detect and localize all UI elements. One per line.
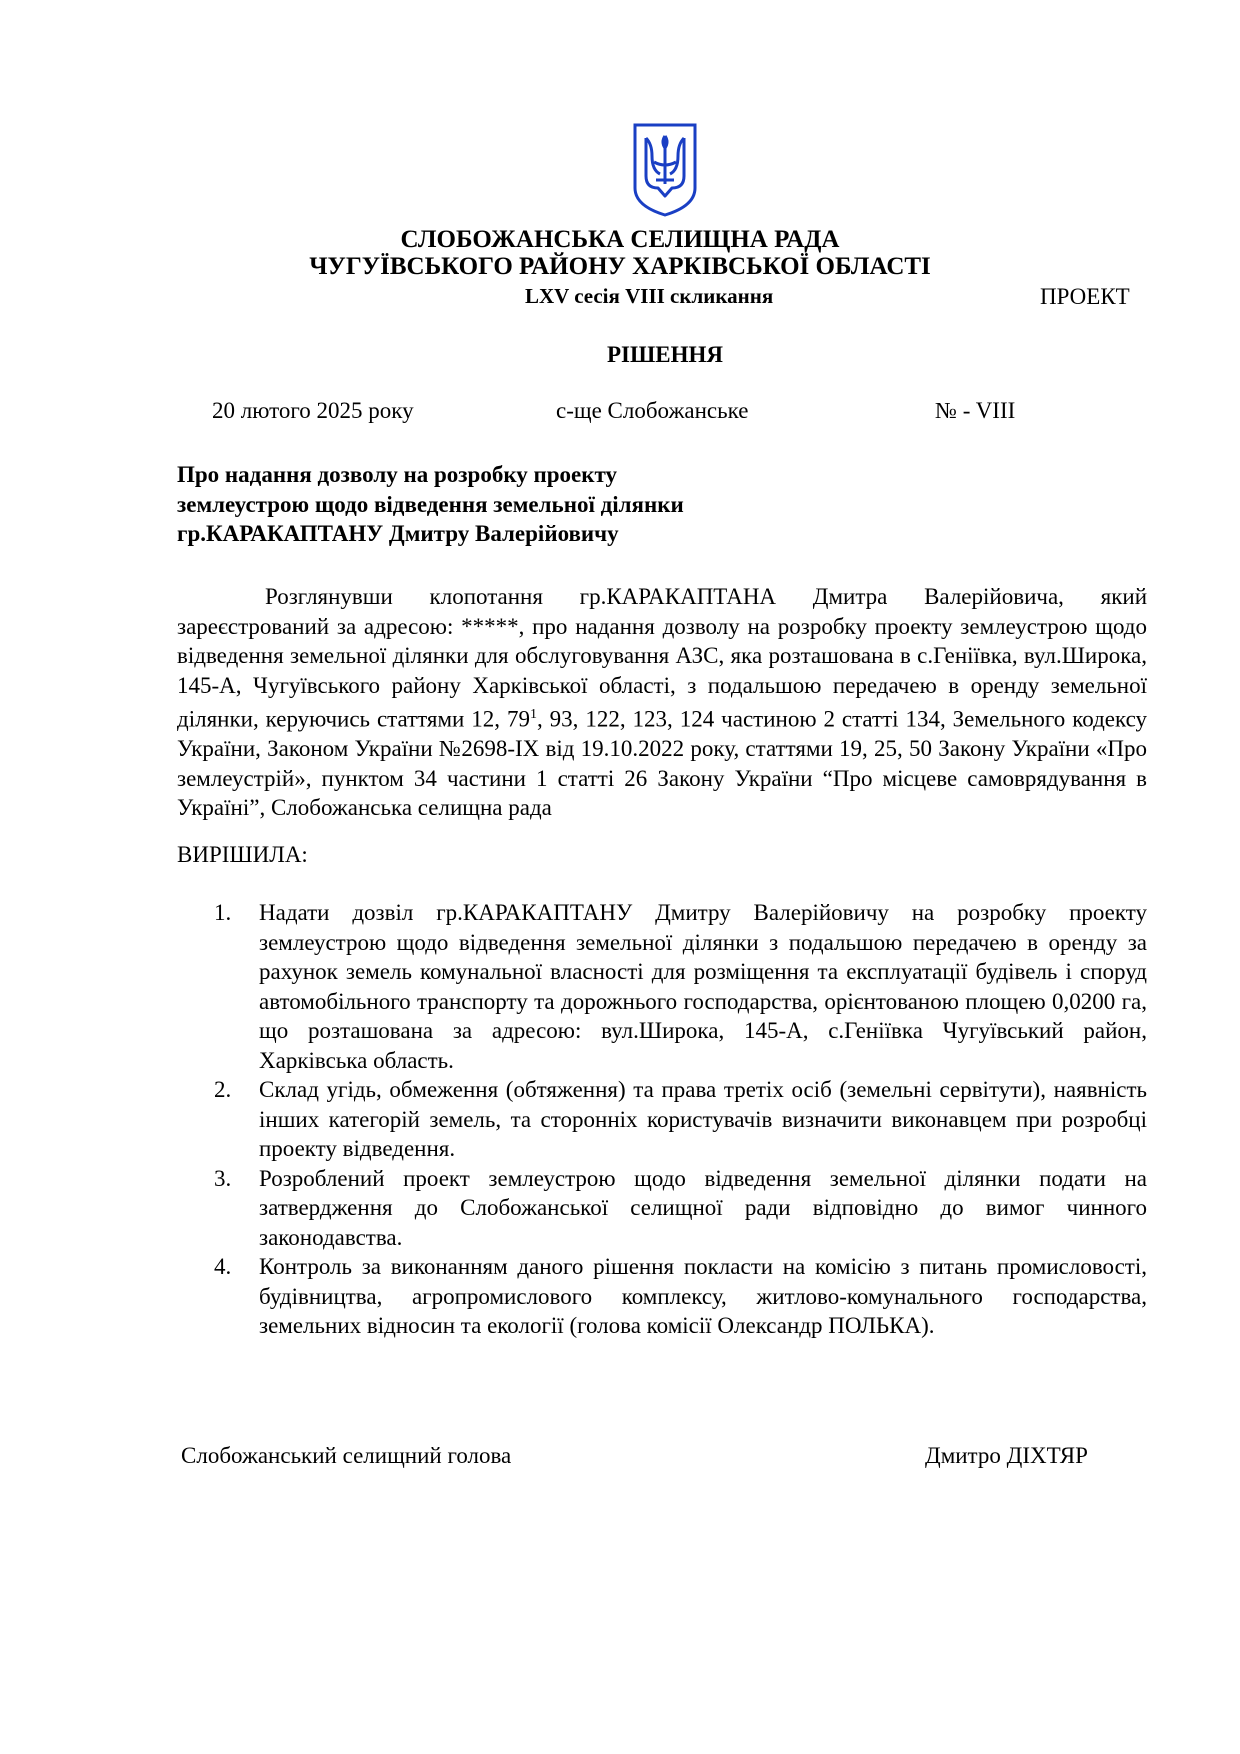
signer-name: Дмитро ДІХТЯР — [925, 1443, 1088, 1468]
signer-title: Слобожанський селищний голова — [181, 1443, 512, 1468]
item-text: Склад угідь, обмеження (обтяження) та права третіх осіб (земельні сервітути), наявність інших категорій земель, та сторонніх користувачів визначити виконавцем при розробці проекту відведення. — [259, 1077, 1147, 1161]
item-number: 4. — [214, 1254, 232, 1279]
council-district: ЧУГУЇВСЬКОГО РАЙОНУ ХАРКІВСЬКОЇ ОБЛАСТІ — [309, 253, 931, 280]
preamble-text-continued: , 93, 122, 123, 124 частиною 2 статті 134, Земельного кодексу України, Законом України №2698-IX від 19.10.2022 року, статтями 19, 25, 50 Закону України «Про землеустрій», пунктом 34 частини 1 статті 26 Закону України “Про місцеве самоврядування в Україні”, Слобожанська селищна рада — [177, 706, 1147, 821]
decision-subject — [177, 460, 684, 549]
session-info: LXV сесія VIII скликання — [525, 284, 774, 308]
coat-of-arms-of-ukraine-icon — [632, 122, 698, 218]
subject-line: Про надання дозволу на розробку проекту — [177, 462, 618, 487]
preamble-superscript: 1 — [529, 707, 537, 722]
resolution-item — [214, 1075, 1147, 1164]
item-number: 2. — [214, 1077, 232, 1102]
item-number: 3. — [214, 1165, 232, 1191]
item-text: Розроблений проект землеустрою щодо відведення земельної ділянки подати на затвердження до Слобожанської селищної ради відповідно до вимог чинного законодавства. — [259, 1165, 1147, 1250]
draft-mark: ПРОЕКТ — [1040, 284, 1130, 309]
council-name: СЛОБОЖАНСЬКА СЕЛИЩНА РАДА — [400, 226, 840, 253]
decision-date: 20 лютого 2025 року — [212, 398, 414, 423]
preamble-paragraph — [177, 582, 1147, 823]
item-text: Надати дозвіл гр.КАРАКАПТАНУ Дмитру Валерійовичу на розробку проекту землеустрою щодо відведення земельної ділянки з подальшою передачею в оренду за рахунок земель комунальної власності для розміщення та експлуатації будівель і споруд автомобільного транспорту та дорожнього господарства, орієнтованою площею 0,0200 га, що розташована за адресою: вул.Широка, 145-А, с.Геніївка Чугуївський район, Харківська область. — [259, 900, 1147, 1073]
item-text: Контроль за виконанням даного рішення покласти на комісію з питань промисловості, будівництва, агропромислового комплексу, житлово-комунального господарства, земельних відносин та екології (голова комісії Олександр ПОЛЬКА). — [259, 1254, 1147, 1338]
resolution-item — [214, 1252, 1147, 1341]
resolution-item — [214, 898, 1147, 1075]
decision-number: № - VIII — [935, 398, 1016, 423]
item-number: 1. — [214, 900, 232, 925]
subject-line: землеустрою щодо відведення земельної ділянки — [177, 491, 684, 517]
subject-line: гр.КАРАКАПТАНУ Дмитру Валерійовичу — [177, 521, 619, 546]
resolution-item — [214, 1164, 1147, 1253]
resolution-items — [214, 898, 1147, 1341]
preamble-text: Розглянувши клопотання гр.КАРАКАПТАНА Дмитра Валерійовича, який зареєстрований за адресою: *****, про надання дозволу на розробку проекту землеустрою щодо відведення земельної ділянки для обслуговування АЗС, яка розташована в с.Геніївка, вул.Широка, 145-А, Чугуївського району Харківської області, з подальшою передачею в оренду земельної ділянки, керуючись статтями 12, 79 — [177, 584, 1147, 732]
decision-title: РІШЕННЯ — [607, 342, 723, 367]
resolved-label: ВИРІШИЛА: — [177, 842, 308, 867]
decision-place: с-ще Слобожанське — [556, 398, 749, 423]
